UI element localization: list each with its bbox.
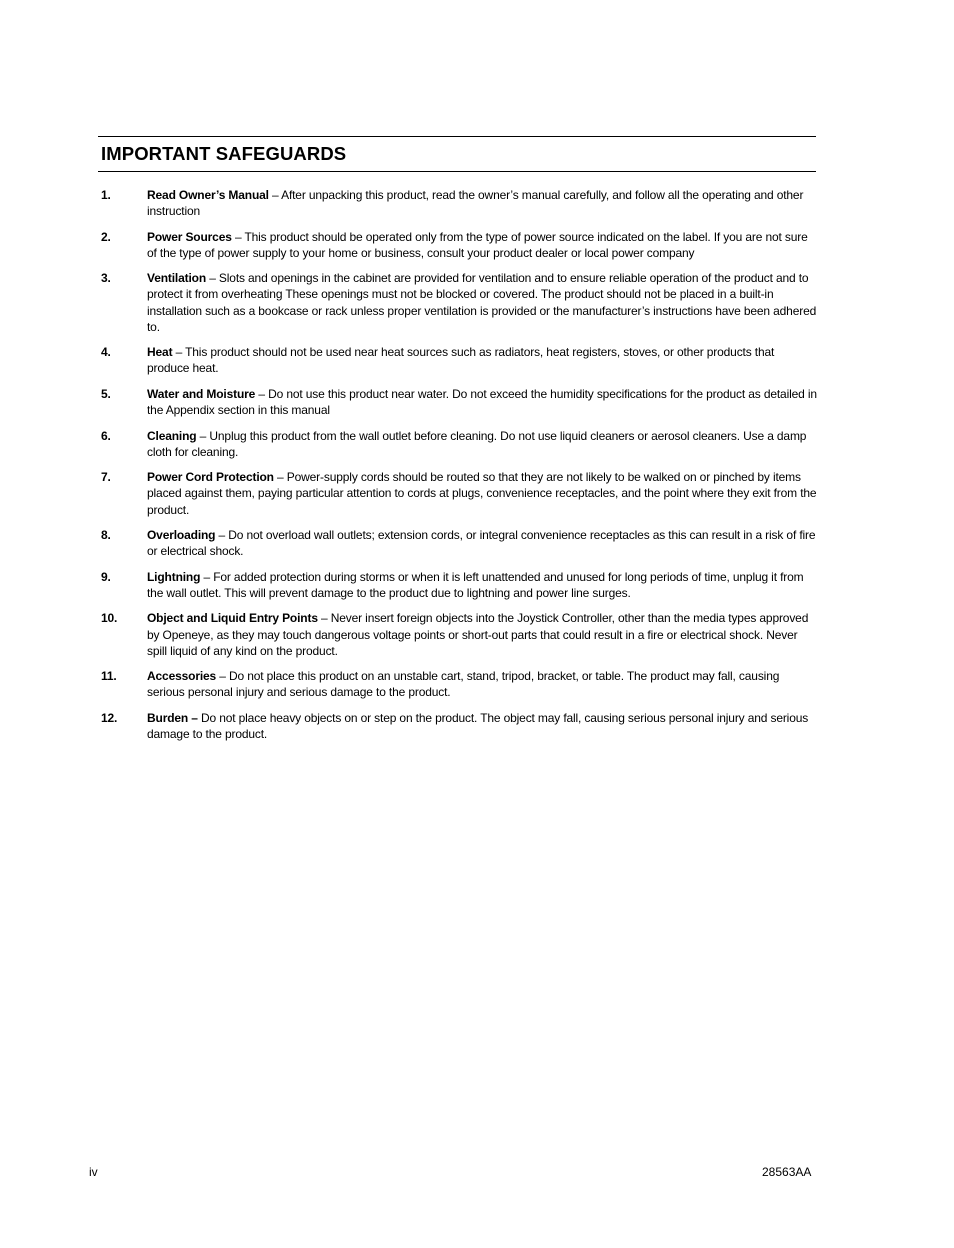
safeguard-term: Accessories: [147, 669, 217, 684]
heading-rule-bottom: [98, 171, 816, 172]
safeguard-text: – Do not place this product on an unstable cart, stand, tripod, bracket, or table. The product may fall, causing serious personal injury and serious damage to the product.: [147, 669, 780, 700]
safeguard-item: [101, 187, 817, 219]
safeguard-item: [101, 469, 817, 517]
safeguard-term: Ventilation: [147, 271, 207, 286]
safeguard-term: Read Owner’s Manual: [147, 188, 269, 202]
safeguard-text: – Unplug this product from the wall outlet before cleaning. Do not use liquid cleaners or aerosol cleaners. Use a damp cloth for cleaning.: [147, 428, 807, 459]
safeguard-number: 3.: [101, 271, 111, 286]
safeguard-term: Burden –: [147, 710, 198, 725]
safeguard-term: Cleaning: [147, 428, 197, 443]
page-title: IMPORTANT SAFEGUARDS: [101, 143, 347, 164]
safeguard-term: Heat: [147, 345, 173, 360]
safeguard-item: [101, 270, 817, 334]
safeguard-item: [101, 428, 817, 460]
safeguard-text: – This product should be operated only from the type of power source indicated on the label. If you are not sure of the type of power supply to your home or business, consult your product dealer or local power company: [147, 229, 808, 260]
page-number: iv: [89, 1165, 98, 1179]
safeguard-item: [101, 229, 817, 261]
safeguard-number: 4.: [101, 345, 111, 360]
safeguard-text: – This product should not be used near heat sources such as radiators, heat registers, stoves, or other products that produce heat.: [147, 345, 775, 376]
safeguard-text: – Power-supply cords should be routed so that they are not likely to be walked on or pinched by items placed against them, paying particular attention to cords at plugs, convenience receptacles, and the point where they exit from the product.: [147, 470, 817, 517]
safeguard-term: Power Cord Protection: [147, 470, 274, 485]
safeguard-number: 10.: [101, 611, 118, 626]
safeguard-number: 8.: [101, 528, 111, 543]
safeguards-list: [101, 187, 817, 752]
safeguard-item: [101, 527, 817, 559]
safeguard-item: [101, 386, 817, 418]
safeguard-term: Power Sources: [147, 229, 232, 244]
safeguard-item: [101, 668, 817, 700]
safeguard-term: Object and Liquid Entry Points: [147, 611, 318, 626]
safeguard-term: Overloading: [147, 528, 216, 543]
safeguard-term: Lightning: [147, 569, 201, 584]
safeguard-text: – Do not overload wall outlets; extension cords, or integral convenience receptacles as this can result in a risk of fire or electrical shock.: [147, 528, 816, 559]
safeguard-number: 7.: [101, 470, 111, 485]
safeguard-number: 12.: [101, 710, 118, 725]
safeguard-text: – Slots and openings in the cabinet are provided for ventilation and to ensure reliable operation of the product and to protect it from overheating These openings must not be blocked or covered. The product should not be placed in a built-in installation such as a bookcase or rack unless proper ventilation is provided or the manufacturer’s instructions have been adhered to.: [147, 271, 817, 334]
safeguard-number: 11.: [101, 669, 117, 684]
safeguard-number: 6.: [101, 428, 111, 443]
safeguard-number: 5.: [101, 386, 111, 401]
safeguard-text: Do not place heavy objects on or step on the product. The object may fall, causing serious personal injury and serious damage to the product.: [147, 710, 809, 742]
safeguard-item: [101, 710, 817, 742]
safeguard-text: – Do not use this product near water. Do not exceed the humidity specifications for the product as detailed in the Appendix section in this manual: [147, 386, 817, 418]
safeguard-term: Water and Moisture: [147, 386, 256, 401]
safeguard-text: – Never insert foreign objects into the Joystick Controller, other than the media types approved by Openeye, as they may touch dangerous voltage points or short-out parts that could result in a fire or electrical shock. Never spill liquid of any kind on the product.: [147, 611, 809, 658]
safeguard-text: – After unpacking this product, read the owner’s manual carefully, and follow all the operating and other instruction: [147, 188, 804, 219]
safeguard-item: [101, 569, 817, 601]
safeguard-text: – For added protection during storms or when it is left unattended and unused for long periods of time, unplug it from the wall outlet. This will prevent damage to the product due to lightning and power line surges.: [147, 569, 804, 600]
safeguard-item: [101, 344, 817, 376]
heading-rule-top: [98, 136, 816, 137]
document-id: 28563AA: [762, 1165, 812, 1179]
safeguard-number: 1.: [101, 188, 111, 202]
safeguard-number: 9.: [101, 569, 111, 584]
safeguard-number: 2.: [101, 229, 111, 244]
safeguard-item: [101, 610, 817, 658]
